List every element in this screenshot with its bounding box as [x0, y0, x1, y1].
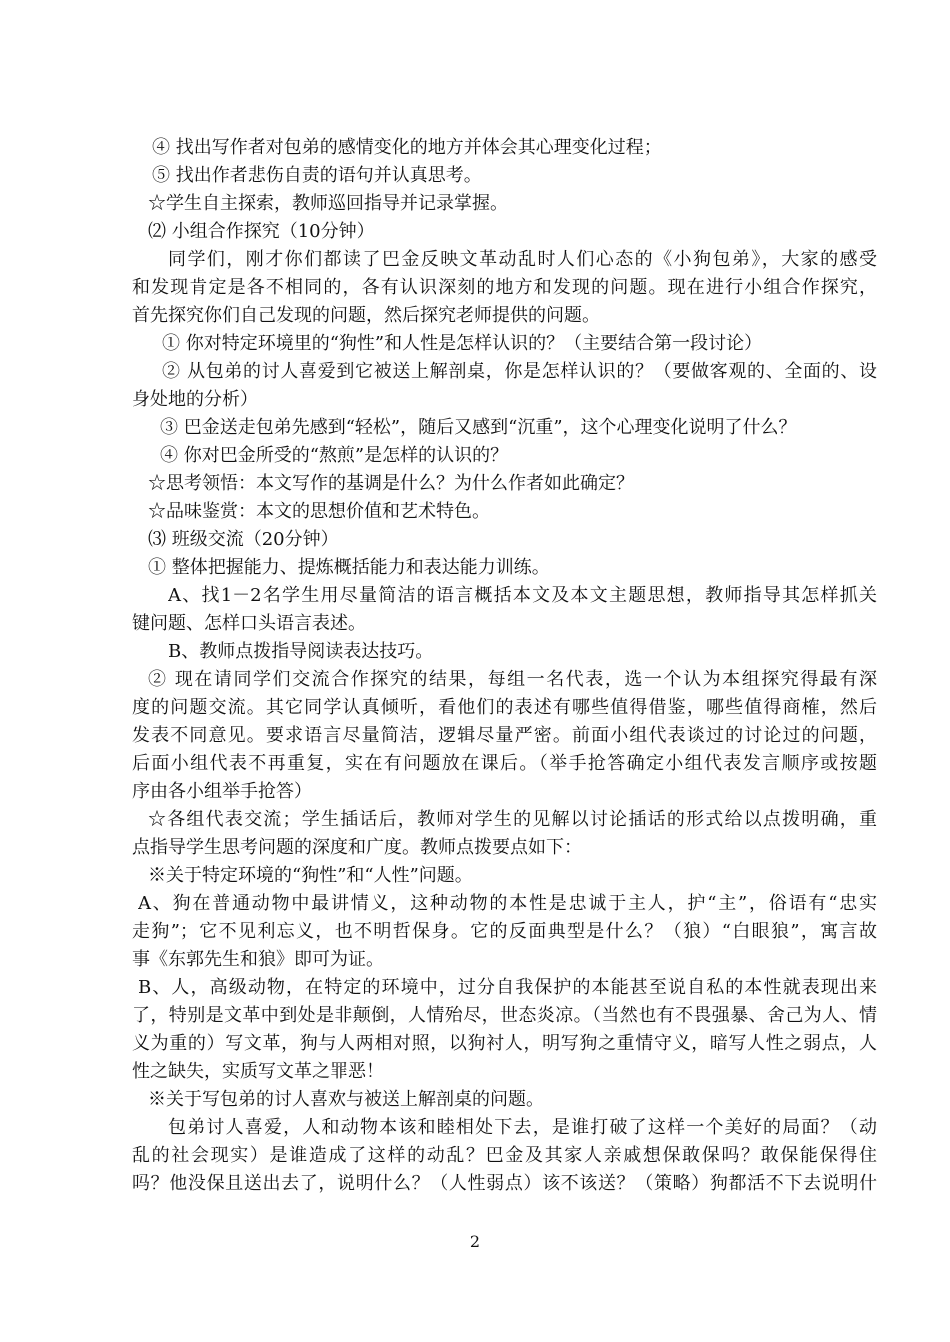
text-line: 首先探究你们自己发现的问题，然后探究老师提供的问题。 — [132, 305, 600, 326]
section-heading: ⑶ 班级交流（20分钟） — [148, 529, 339, 550]
text-line: 性之缺失，实质写文革之罪恶！ — [132, 1061, 384, 1082]
text-line: B、人，高级动物，在特定的环境中，过分自我保护的本能甚至说自私的本性就表现出来 — [138, 977, 877, 998]
text-line: 序由各小组举手抢答） — [132, 781, 312, 802]
page-number: 2 — [469, 1232, 481, 1251]
text-line: 乱的社会现实）是谁造成了这样的动乱？巴金及其家人亲戚想保敢保吗？敢保能保得住 — [132, 1145, 877, 1166]
text-line: B、教师点拨指导阅读表达技巧。 — [168, 641, 434, 662]
text-line: ※关于特定环境的“狗性”和“人性”问题。 — [148, 865, 473, 886]
text-line: 吗？他没保且送出去了，说明什么？（人性弱点）该不该送？（策略）狗都活不下去说明什 — [132, 1173, 877, 1194]
text-line: ※关于写包弟的讨人喜欢与被送上解剖桌的问题。 — [148, 1089, 544, 1110]
text-line: 同学们，刚才你们都读了巴金反映文革动乱时人们心态的《小狗包弟》，大家的感受 — [168, 249, 877, 270]
text-line: 后面小组代表不再重复，实在有问题放在课后。（举手抢答确定小组代表发言顺序或按题 — [132, 753, 877, 774]
text-line: 包弟讨人喜爱，人和动物本该和睦相处下去，是谁打破了这样一个美好的局面？（动 — [168, 1117, 877, 1138]
text-line: ☆品味鉴赏：本文的思想价值和艺术特色。 — [148, 501, 490, 522]
text-line: ☆学生自主探索，教师巡回指导并记录掌握。 — [148, 193, 508, 214]
text-line: ☆各组代表交流；学生插话后，教师对学生的见解以讨论插话的形式给以点拨明确，重 — [148, 809, 877, 830]
text-line: ③ 巴金送走包弟先感到“轻松”，随后又感到“沉重”，这个心理变化说明了什么？ — [160, 417, 797, 438]
text-line: 度的问题交流。其它同学认真倾听，看他们的表述有哪些值得借鉴，哪些值得商榷，然后 — [132, 697, 877, 718]
text-line: 了，特别是文革中到处是非颠倒，人情殆尽，世态炎凉。（当然也有不畏强暴、舍己为人、情 — [132, 1005, 877, 1026]
text-line: 义为重的）写文革，狗与人两相对照，以狗衬人，明写狗之重情守义，暗写人性之弱点，人 — [132, 1033, 877, 1054]
text-line: 走狗”；它不见利忘义，也不明哲保身。它的反面典型是什么？（狼）“白眼狼”，寓言故 — [132, 921, 877, 942]
text-line: ④ 找出写作者对包弟的感情变化的地方并体会其心理变化过程； — [152, 137, 662, 158]
text-line: A、找1－2名学生用尽量简洁的语言概括本文及本文主题思想，教师指导其怎样抓关 — [168, 585, 877, 606]
text-line: 事《东郭先生和狼》即可为证。 — [132, 949, 384, 970]
text-line: A、狗在普通动物中最讲情义，这种动物的本性是忠诚于主人，护“主”，俗语有“忠实 — [138, 893, 877, 914]
text-line: ① 整体把握能力、提炼概括能力和表达能力训练。 — [148, 557, 550, 578]
text-line: ⑤ 找出作者悲伤自责的语句并认真思考。 — [152, 165, 482, 186]
text-line: ② 从包弟的讨人喜爱到它被送上解剖桌，你是怎样认识的？（要做客观的、全面的、设 — [162, 361, 877, 382]
text-line: ① 你对特定环境里的“狗性”和人性是怎样认识的？（主要结合第一段讨论） — [162, 333, 763, 354]
text-line: ☆思考领悟：本文写作的基调是什么？为什么作者如此确定？ — [148, 473, 634, 494]
text-line: ④ 你对巴金所受的“熬煎”是怎样的认识的？ — [160, 445, 509, 466]
section-heading: ⑵ 小组合作探究（10分钟） — [148, 221, 375, 242]
text-line: 点指导学生思考问题的深度和广度。教师点拨要点如下： — [132, 837, 582, 858]
text-line: 和发现肯定是各不相同的，各有认识深刻的地方和发现的问题。现在进行小组合作探究， — [132, 277, 877, 298]
text-line: 发表不同意见。要求语言尽量简洁，逻辑尽量严密。前面小组代表谈过的讨论过的问题， — [132, 725, 877, 746]
text-line: 键问题、怎样口头语言表述。 — [132, 613, 366, 634]
text-line: 身处地的分析） — [132, 389, 258, 410]
text-line: ② 现在请同学们交流合作探究的结果，每组一名代表，选一个认为本组探究得最有深 — [148, 669, 877, 690]
